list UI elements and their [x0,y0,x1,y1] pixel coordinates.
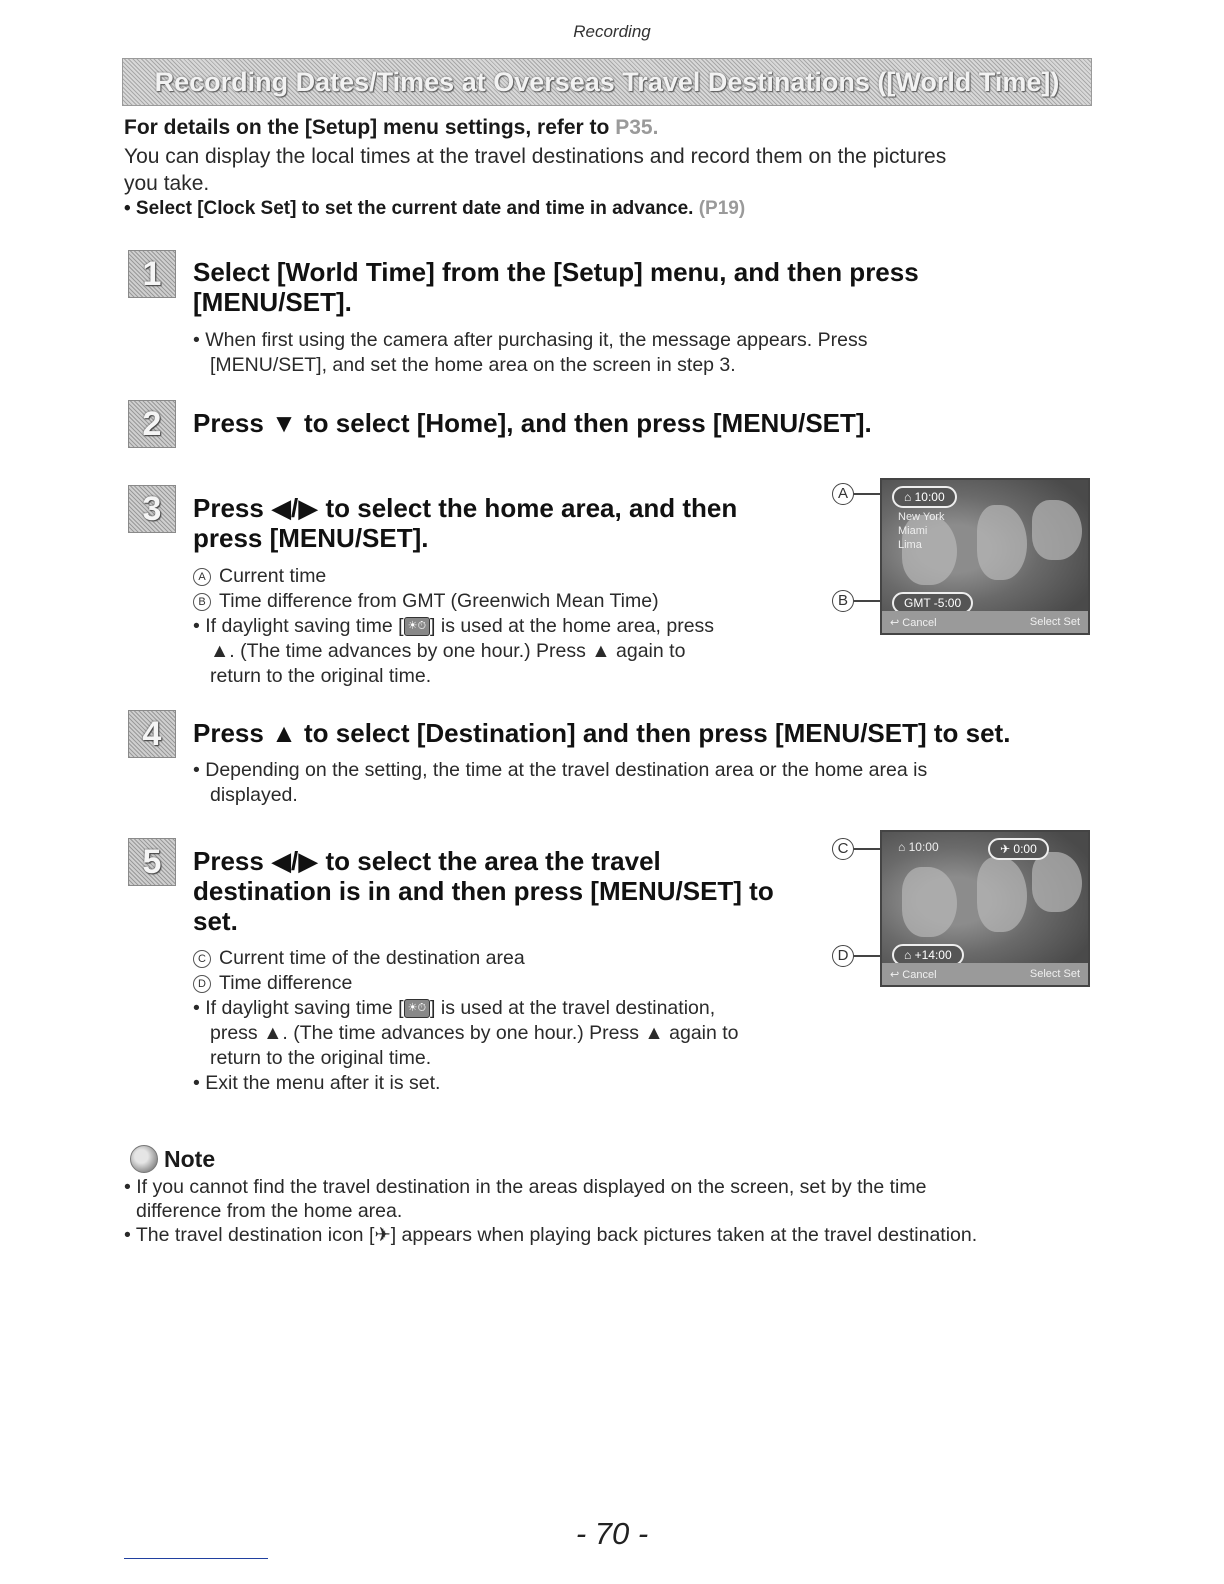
city-name: Lima [898,539,922,551]
clock-set-text: • Select [Clock Set] to set the current date and time in advance. [124,198,694,219]
home-icon: ⌂ [904,490,915,504]
destination-time-display [988,838,1049,860]
step-1-heading [193,257,919,317]
step-heading-line: Press ▲ to select [Destination] and then press [MENU/SET] to set. [193,718,1011,748]
step-4-note [193,758,927,808]
note-title: Note [164,1145,216,1172]
step-note-line: displayed. [210,784,298,806]
step-3-notes [193,564,714,689]
dst-bullet-line: return to the original time. [210,665,432,687]
dst-bullet-line: return to the original time. [210,1047,432,1069]
return-icon: ↩ [890,616,903,629]
note-text: ] appears when playing back pictures taken at the travel destination. [390,1224,978,1246]
legend-item-c [193,946,739,971]
step-1-badge [128,250,176,298]
label-b-marker: B [193,593,211,611]
step-heading-line: press [MENU/SET]. [193,523,429,553]
gmt-offset-display: GMT -5:00 [892,592,973,614]
setup-reference-note [124,116,658,140]
legend-item-b [193,589,714,614]
city-list [898,510,944,552]
legend-item-d [193,971,739,996]
daylight-saving-icon: ☀⏱ [404,617,430,636]
map-continent [977,857,1027,932]
callout-c: C [832,838,854,860]
exit-menu-bullet: • Exit the menu after it is set. [193,1072,441,1094]
step-note-line: • Depending on the setting, the time at the travel destination area or the home area is [193,759,928,781]
dst-bullet-text: • If daylight saving time [ [193,615,404,637]
home-icon: ⌂ [904,948,915,962]
clock-set-page-link[interactable]: (P19) [698,198,746,219]
travel-destination-icon: ✈ [374,1224,391,1246]
destination-screen [880,830,1090,987]
map-continent [977,505,1027,580]
step-heading-line: Select [World Time] from the [Setup] menu, and then press [193,257,919,287]
step-note-line: • When first using the camera after purchasing it, the message appears. Press [193,329,868,351]
legend-text: Current time of the destination area [219,947,525,969]
step-heading-line: Press ◀/▶ to select the home area, and then [193,493,738,523]
plane-icon: ✈ [1000,842,1014,856]
home-icon: ⌂ [898,840,909,854]
step-number: 2 [142,404,162,443]
step-4-heading [193,718,1010,748]
page-number: - 70 - [575,1516,649,1551]
step-1-note [193,328,867,378]
step-2-badge [128,400,176,448]
note-line [124,1223,1104,1247]
label-c-marker: C [193,950,211,968]
note-heading [130,1145,215,1173]
callout-d: D [832,945,854,967]
map-continent [902,867,957,937]
setup-reference-text: For details on the [Setup] menu settings, refer to [124,116,610,139]
time-difference: +14:00 [914,948,952,962]
home-time: 10:00 [908,840,939,854]
note-line: • If you cannot find the travel destination in the areas displayed on the screen, set by the time [124,1176,927,1198]
dst-bullet-line: ▲. (The time advances by one hour.) Press ▲ again to [210,640,686,662]
map-continent [1032,852,1082,912]
setup-page-link[interactable]: P35. [615,116,659,139]
step-note-line: [MENU/SET], and set the home area on the screen in step 3. [210,354,736,376]
dst-bullet-line: press ▲. (The time advances by one hour.) Press ▲ again to [210,1022,739,1044]
select-set-hint: Select Set [1029,616,1080,628]
step-heading-line: Press ▼ to select [Home], and then press [MENU/SET]. [193,408,872,438]
note-line: difference from the home area. [136,1200,403,1222]
return-icon: ↩ [890,968,903,981]
legend-text: Time difference [219,972,353,994]
step-3-heading [193,493,737,553]
legend-item-a [193,564,714,589]
note-text: • The travel destination icon [ [124,1224,375,1246]
callout-b: B [832,590,854,612]
page-title: Recording Dates/Times at Overseas Travel Destinations ([World Time]) [154,66,1060,97]
city-name: Miami [898,525,928,537]
page-title-banner [122,58,1092,106]
destination-time: 0:00 [1013,842,1037,856]
step-heading-line: destination is in and then press [MENU/SET] to [193,876,774,906]
cancel-hint: ↩ Cancel [890,968,937,981]
step-5-notes [193,946,739,1096]
label-a-marker: A [193,568,211,586]
dst-bullet-text: ] is used at the home area, press [430,615,715,637]
step-number: 5 [142,842,162,881]
step-heading-line: [MENU/SET]. [193,287,352,317]
current-time: 10:00 [914,490,945,504]
home-area-screen [880,478,1090,635]
home-time-display [898,840,939,854]
footer-rule [124,1558,268,1559]
daylight-saving-icon: ☀⏱ [404,999,430,1018]
step-heading-line: set. [193,906,238,936]
select-set-hint: Select Set [1029,968,1080,980]
screen-guide-bar [882,963,1088,985]
intro-line: You can display the local times at the travel destinations and record them on the pictures [124,145,947,168]
step-2-heading [193,408,872,438]
note-icon [130,1145,158,1173]
step-4-badge [128,710,176,758]
step-3-badge [128,485,176,533]
dst-bullet [193,996,739,1021]
step-number: 1 [142,254,162,293]
callout-a: A [832,483,854,505]
step-number: 4 [142,714,162,753]
step-number: 3 [142,489,162,528]
intro-line: you take. [124,172,210,195]
cancel-hint: ↩ Cancel [890,616,937,629]
dst-bullet [193,614,714,639]
current-time-display [892,486,957,508]
note-body [124,1175,1104,1247]
label-d-marker: D [193,975,211,993]
step-heading-line: Press ◀/▶ to select the area the travel [193,846,661,876]
dst-bullet-text: • If daylight saving time [ [193,997,404,1019]
step-5-badge [128,838,176,886]
step-5-heading [193,846,774,936]
clock-set-bullet [124,198,745,220]
screen-guide-bar [882,611,1088,633]
intro-paragraph [124,143,1094,197]
city-name: New York [898,511,945,523]
legend-text: Current time [219,565,327,587]
map-continent [1032,500,1082,560]
running-header: Recording [573,22,651,41]
legend-text: Time difference from GMT (Greenwich Mean Time) [219,590,659,612]
dst-bullet-text: ] is used at the travel destination, [430,997,716,1019]
